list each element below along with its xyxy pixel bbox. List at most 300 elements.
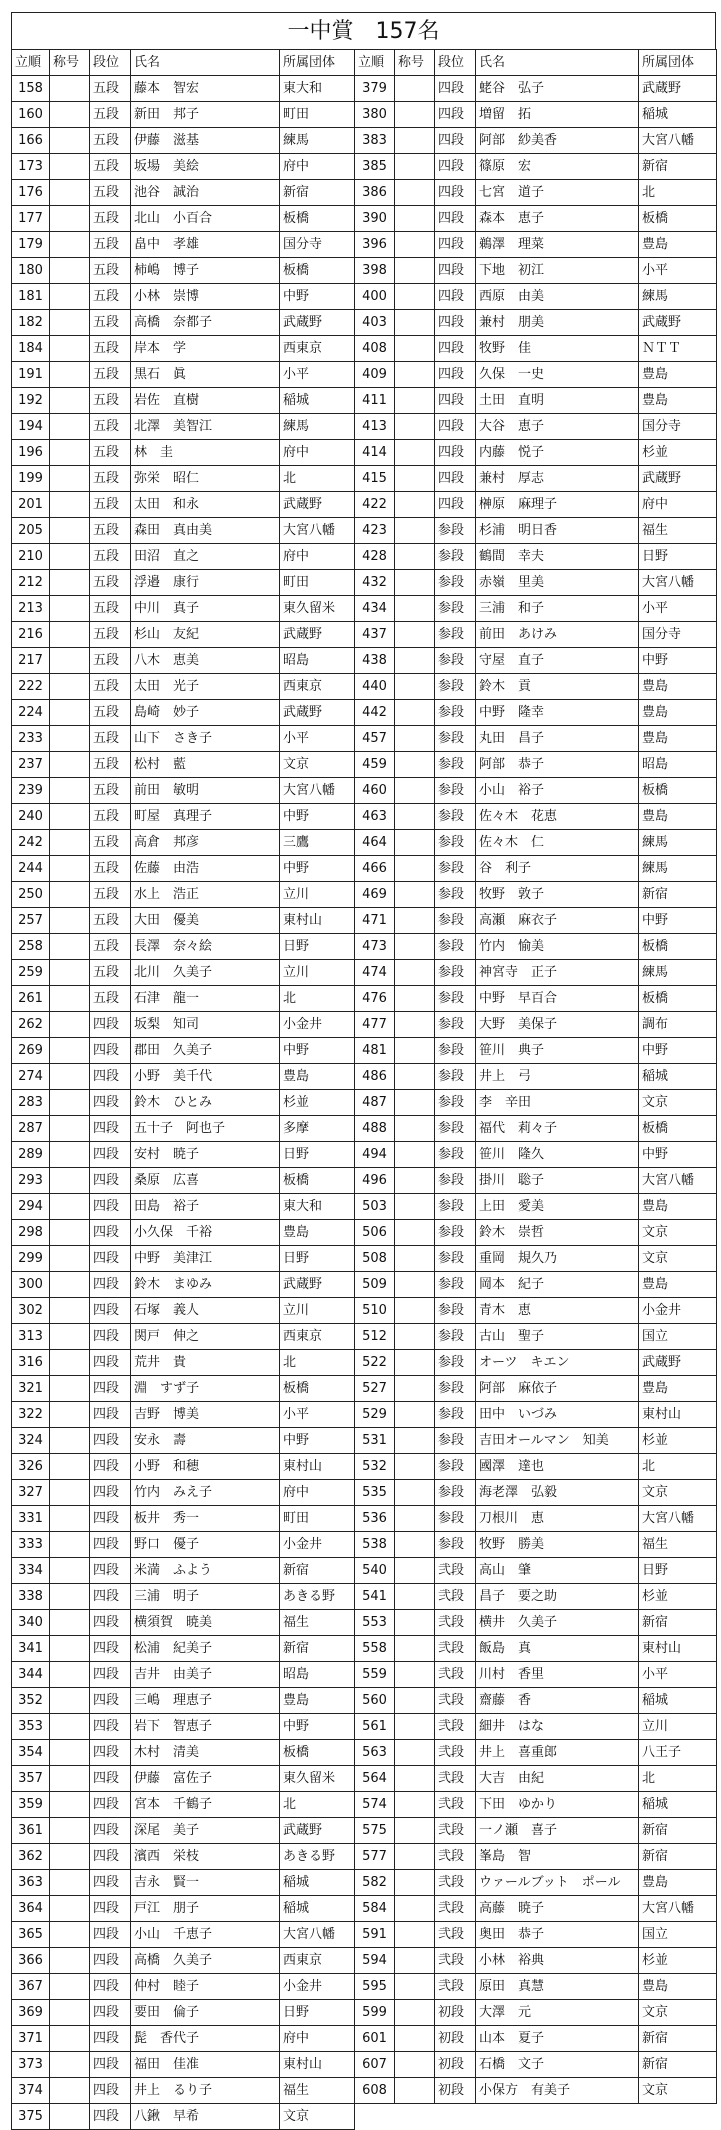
cell-title	[50, 674, 90, 700]
table-row	[12, 1064, 717, 1090]
cell-name: 杉浦 明日香	[476, 518, 639, 544]
table-row	[12, 1584, 717, 1610]
cell-club: 杉並	[639, 1584, 717, 1610]
cell-club: 小平	[280, 726, 355, 752]
cell-title	[395, 1792, 435, 1818]
cell-title	[50, 622, 90, 648]
cell-rank: 参段	[435, 674, 476, 700]
cell-rank: 参段	[435, 830, 476, 856]
cell-rank: 四段	[90, 2000, 131, 2026]
cell-club: 多摩	[280, 1116, 355, 1142]
table-row	[12, 2078, 717, 2104]
cell-club: 北	[280, 986, 355, 1012]
cell-order: 466	[355, 856, 395, 882]
cell-order: 469	[355, 882, 395, 908]
cell-rank: 弐段	[435, 1948, 476, 1974]
cell-club: 東村山	[280, 908, 355, 934]
cell-name: 五十子 阿也子	[131, 1116, 280, 1142]
table-row	[12, 336, 717, 362]
cell-order: 341	[12, 1636, 50, 1662]
cell-title	[395, 128, 435, 154]
cell-rank: 五段	[90, 128, 131, 154]
cell-order: 486	[355, 1064, 395, 1090]
cell-rank: 五段	[90, 648, 131, 674]
cell-name: 七宮 道子	[476, 180, 639, 206]
cell-club: 東久留米	[280, 596, 355, 622]
cell-club: 豊島	[639, 388, 717, 414]
cell-name: 牧野 敦子	[476, 882, 639, 908]
cell-order: 298	[12, 1220, 50, 1246]
header-rank: 段位	[435, 50, 476, 76]
cell-name: 中野 早百合	[476, 986, 639, 1012]
cell-club: 武蔵野	[280, 622, 355, 648]
cell-rank: 四段	[90, 1194, 131, 1220]
cell-title	[50, 2000, 90, 2026]
cell-rank: 四段	[90, 1818, 131, 1844]
cell-order: 333	[12, 1532, 50, 1558]
cell-club: 小平	[639, 1662, 717, 1688]
cell-order: 560	[355, 1688, 395, 1714]
cell-order: 324	[12, 1428, 50, 1454]
cell-club: 武蔵野	[639, 76, 717, 102]
table-row	[12, 1766, 717, 1792]
cell-title	[395, 1142, 435, 1168]
cell-order: 595	[355, 1974, 395, 2000]
cell-order: 316	[12, 1350, 50, 1376]
cell-club: 日野	[639, 544, 717, 570]
cell-name: 下田 ゆかり	[476, 1792, 639, 1818]
table-row	[12, 622, 717, 648]
cell-club: 文京	[639, 1220, 717, 1246]
cell-title	[50, 1168, 90, 1194]
cell-order: 529	[355, 1402, 395, 1428]
cell-order: 440	[355, 674, 395, 700]
cell-rank: 五段	[90, 726, 131, 752]
cell-name: 蛯谷 弘子	[476, 76, 639, 102]
cell-club: 板橋	[639, 934, 717, 960]
cell-name: 吉井 由美子	[131, 1662, 280, 1688]
cell-rank: 四段	[90, 1064, 131, 1090]
cell-club: 中野	[280, 1428, 355, 1454]
cell-name: 山本 夏子	[476, 2026, 639, 2052]
cell-title	[395, 76, 435, 102]
cell-order: 239	[12, 778, 50, 804]
cell-rank: 参段	[435, 1038, 476, 1064]
cell-order: 386	[355, 180, 395, 206]
cell-order: 354	[12, 1740, 50, 1766]
cell-order: 512	[355, 1324, 395, 1350]
cell-title	[50, 1428, 90, 1454]
cell-club: 東久留米	[280, 1766, 355, 1792]
cell-rank: 四段	[90, 1896, 131, 1922]
cell-name: 内藤 悦子	[476, 440, 639, 466]
cell-title	[395, 232, 435, 258]
cell-title	[395, 752, 435, 778]
cell-club: 中野	[639, 1142, 717, 1168]
cell-order: 293	[12, 1168, 50, 1194]
cell-name: 高橋 久美子	[131, 1948, 280, 1974]
table-row	[12, 1038, 717, 1064]
cell-name: 米満 ふよう	[131, 1558, 280, 1584]
empty-cell	[639, 2104, 717, 2130]
cell-club: 文京	[639, 1480, 717, 1506]
cell-order: 608	[355, 2078, 395, 2104]
cell-order: 216	[12, 622, 50, 648]
cell-order: 383	[355, 128, 395, 154]
cell-club: 西東京	[280, 674, 355, 700]
cell-name: 北山 小百合	[131, 206, 280, 232]
table-row	[12, 674, 717, 700]
table-row	[12, 1896, 717, 1922]
cell-club: 国分寺	[639, 622, 717, 648]
cell-rank: 参段	[435, 986, 476, 1012]
table-row	[12, 544, 717, 570]
cell-club: 練馬	[280, 414, 355, 440]
cell-name: 吉田オールマン 知美	[476, 1428, 639, 1454]
cell-order: 536	[355, 1506, 395, 1532]
cell-name: 石橋 文子	[476, 2052, 639, 2078]
cell-order: 561	[355, 1714, 395, 1740]
cell-title	[395, 1064, 435, 1090]
cell-title	[395, 1220, 435, 1246]
cell-club: 立川	[280, 1298, 355, 1324]
cell-title	[50, 1324, 90, 1350]
cell-club: 練馬	[639, 856, 717, 882]
cell-order: 428	[355, 544, 395, 570]
cell-title	[395, 1376, 435, 1402]
cell-rank: 五段	[90, 258, 131, 284]
cell-order: 559	[355, 1662, 395, 1688]
cell-order: 398	[355, 258, 395, 284]
table-row	[12, 1402, 717, 1428]
cell-club: 文京	[639, 1246, 717, 1272]
cell-club: ＮＴＴ	[639, 336, 717, 362]
cell-title	[50, 1194, 90, 1220]
cell-club: 文京	[639, 2000, 717, 2026]
cell-name: 新田 邦子	[131, 102, 280, 128]
cell-name: 北澤 美智江	[131, 414, 280, 440]
cell-title	[50, 1610, 90, 1636]
cell-order: 353	[12, 1714, 50, 1740]
cell-name: 関戸 伸之	[131, 1324, 280, 1350]
cell-title	[395, 1038, 435, 1064]
cell-name: 昌子 要之助	[476, 1584, 639, 1610]
cell-club: 中野	[280, 284, 355, 310]
cell-club: 新宿	[280, 1558, 355, 1584]
cell-rank: 五段	[90, 76, 131, 102]
cell-club: 調布	[639, 1012, 717, 1038]
cell-title	[50, 1844, 90, 1870]
cell-title	[395, 362, 435, 388]
cell-club: 西東京	[280, 1948, 355, 1974]
cell-rank: 五段	[90, 544, 131, 570]
cell-title	[395, 804, 435, 830]
cell-club: 日野	[280, 2000, 355, 2026]
table-row	[12, 76, 717, 102]
cell-name: 池谷 誠治	[131, 180, 280, 206]
cell-rank: 四段	[90, 1532, 131, 1558]
cell-name: 谷 利子	[476, 856, 639, 882]
cell-title	[395, 1246, 435, 1272]
cell-rank: 四段	[90, 1376, 131, 1402]
cell-title	[50, 154, 90, 180]
cell-order: 233	[12, 726, 50, 752]
table-row	[12, 1220, 717, 1246]
cell-order: 369	[12, 2000, 50, 2026]
table-row	[12, 362, 717, 388]
cell-club: 板橋	[639, 206, 717, 232]
cell-order: 213	[12, 596, 50, 622]
cell-club: 杉並	[280, 1090, 355, 1116]
cell-rank: 五段	[90, 492, 131, 518]
cell-title	[395, 1844, 435, 1870]
table-row	[12, 1246, 717, 1272]
cell-rank: 四段	[435, 362, 476, 388]
cell-club: 板橋	[639, 778, 717, 804]
cell-order: 574	[355, 1792, 395, 1818]
cell-name: 岸本 学	[131, 336, 280, 362]
cell-order: 408	[355, 336, 395, 362]
table-row	[12, 1610, 717, 1636]
table-body	[12, 76, 717, 2130]
cell-club: 武蔵野	[280, 492, 355, 518]
cell-club: 武蔵野	[280, 1272, 355, 1298]
cell-name: 中川 真子	[131, 596, 280, 622]
cell-club: 北	[639, 1454, 717, 1480]
cell-title	[50, 1558, 90, 1584]
cell-rank: 五段	[90, 960, 131, 986]
cell-name: 川村 香里	[476, 1662, 639, 1688]
cell-club: 小金井	[280, 1012, 355, 1038]
cell-order: 258	[12, 934, 50, 960]
cell-club: 新宿	[639, 1818, 717, 1844]
table-row	[12, 2026, 717, 2052]
cell-name: 飯島 真	[476, 1636, 639, 1662]
cell-order: 506	[355, 1220, 395, 1246]
cell-name: 赤嶺 里美	[476, 570, 639, 596]
cell-club: 豊島	[639, 1376, 717, 1402]
cell-club: 府中	[639, 492, 717, 518]
cell-rank: 参段	[435, 778, 476, 804]
cell-rank: 参段	[435, 518, 476, 544]
cell-rank: 参段	[435, 648, 476, 674]
cell-rank: 五段	[90, 102, 131, 128]
cell-title	[395, 414, 435, 440]
cell-club: 小平	[639, 258, 717, 284]
cell-title	[50, 648, 90, 674]
cell-rank: 参段	[435, 1532, 476, 1558]
cell-order: 582	[355, 1870, 395, 1896]
cell-title	[50, 986, 90, 1012]
cell-order: 321	[12, 1376, 50, 1402]
cell-name: 木村 清美	[131, 1740, 280, 1766]
table-row	[12, 1350, 717, 1376]
cell-order: 558	[355, 1636, 395, 1662]
cell-name: 丸田 昌子	[476, 726, 639, 752]
table-row	[12, 804, 717, 830]
cell-rank: 五段	[90, 180, 131, 206]
cell-club: 立川	[639, 1714, 717, 1740]
empty-cell	[355, 2104, 395, 2130]
cell-name: 林 圭	[131, 440, 280, 466]
cell-club: 練馬	[639, 830, 717, 856]
cell-title	[50, 1012, 90, 1038]
cell-rank: 四段	[435, 102, 476, 128]
cell-title	[395, 2078, 435, 2104]
cell-club: 東村山	[639, 1402, 717, 1428]
cell-club: 昭島	[280, 648, 355, 674]
cell-title	[395, 1428, 435, 1454]
cell-rank: 五段	[90, 388, 131, 414]
cell-rank: 参段	[435, 1064, 476, 1090]
cell-club: 豊島	[280, 1688, 355, 1714]
cell-title	[395, 1012, 435, 1038]
cell-club: 大宮八幡	[639, 1896, 717, 1922]
cell-club: 稲城	[280, 388, 355, 414]
cell-name: 笹川 隆久	[476, 1142, 639, 1168]
cell-order: 181	[12, 284, 50, 310]
cell-club: 東大和	[280, 1194, 355, 1220]
cell-title	[395, 2052, 435, 2078]
cell-order: 527	[355, 1376, 395, 1402]
cell-order: 459	[355, 752, 395, 778]
cell-name: 高倉 邦彦	[131, 830, 280, 856]
cell-title	[50, 544, 90, 570]
cell-order: 338	[12, 1584, 50, 1610]
cell-order: 473	[355, 934, 395, 960]
cell-title	[50, 1272, 90, 1298]
cell-name: 榊原 麻理子	[476, 492, 639, 518]
cell-club: 新宿	[639, 1610, 717, 1636]
cell-rank: 四段	[90, 1012, 131, 1038]
cell-club: 板橋	[280, 206, 355, 232]
cell-name: 佐々木 仁	[476, 830, 639, 856]
cell-club: 武蔵野	[639, 466, 717, 492]
cell-title	[50, 2078, 90, 2104]
cell-order: 481	[355, 1038, 395, 1064]
cell-name: 福田 佳准	[131, 2052, 280, 2078]
cell-club: 小金井	[280, 1974, 355, 2000]
cell-name: 井上 弓	[476, 1064, 639, 1090]
cell-title	[395, 1948, 435, 1974]
cell-order: 535	[355, 1480, 395, 1506]
cell-order: 591	[355, 1922, 395, 1948]
cell-order: 160	[12, 102, 50, 128]
cell-name: 佐々木 花恵	[476, 804, 639, 830]
cell-rank: 四段	[90, 1948, 131, 1974]
cell-title	[395, 1662, 435, 1688]
cell-order: 541	[355, 1584, 395, 1610]
cell-title	[50, 310, 90, 336]
cell-name: 小林 崇博	[131, 284, 280, 310]
empty-cell	[395, 2104, 435, 2130]
cell-club: 文京	[280, 752, 355, 778]
cell-club: 西東京	[280, 336, 355, 362]
cell-club: あきる野	[280, 1584, 355, 1610]
cell-title	[50, 1584, 90, 1610]
cell-title	[50, 960, 90, 986]
cell-name: 中野 隆幸	[476, 700, 639, 726]
cell-name: 篠原 宏	[476, 154, 639, 180]
cell-club: 国分寺	[639, 414, 717, 440]
cell-club: 日野	[280, 934, 355, 960]
cell-order: 607	[355, 2052, 395, 2078]
cell-order: 357	[12, 1766, 50, 1792]
cell-name: 太田 和永	[131, 492, 280, 518]
cell-name: 坂梨 知司	[131, 1012, 280, 1038]
cell-rank: 五段	[90, 674, 131, 700]
cell-order: 262	[12, 1012, 50, 1038]
cell-title	[395, 466, 435, 492]
cell-title	[50, 1506, 90, 1532]
cell-name: 濱西 栄枝	[131, 1844, 280, 1870]
cell-rank: 弐段	[435, 1584, 476, 1610]
cell-club: 板橋	[280, 1376, 355, 1402]
cell-name: 石塚 義人	[131, 1298, 280, 1324]
cell-title	[50, 804, 90, 830]
cell-club: 板橋	[280, 258, 355, 284]
header-name: 氏名	[131, 50, 280, 76]
cell-order: 326	[12, 1454, 50, 1480]
cell-name: 奥田 恭子	[476, 1922, 639, 1948]
cell-title	[395, 310, 435, 336]
cell-rank: 初段	[435, 2052, 476, 2078]
cell-rank: 四段	[435, 310, 476, 336]
cell-name: 弥栄 昭仁	[131, 466, 280, 492]
cell-club: 福生	[280, 1610, 355, 1636]
cell-order: 180	[12, 258, 50, 284]
cell-club: 稲城	[280, 1870, 355, 1896]
cell-name: 水上 浩正	[131, 882, 280, 908]
cell-rank: 五段	[90, 830, 131, 856]
table-row	[12, 1974, 717, 2000]
empty-cell	[476, 2104, 639, 2130]
cell-order: 184	[12, 336, 50, 362]
table-row	[12, 388, 717, 414]
cell-title	[395, 1506, 435, 1532]
cell-order: 414	[355, 440, 395, 466]
cell-name: 鈴木 崇哲	[476, 1220, 639, 1246]
cell-order: 322	[12, 1402, 50, 1428]
cell-order: 250	[12, 882, 50, 908]
cell-club: 大宮八幡	[280, 778, 355, 804]
cell-order: 196	[12, 440, 50, 466]
table-row	[12, 1714, 717, 1740]
cell-club: 昭島	[639, 752, 717, 778]
cell-name: 森田 真由美	[131, 518, 280, 544]
cell-rank: 五段	[90, 232, 131, 258]
cell-name: 阿部 恭子	[476, 752, 639, 778]
table-row	[12, 1376, 717, 1402]
cell-rank: 四段	[435, 128, 476, 154]
cell-club: 国立	[639, 1922, 717, 1948]
cell-rank: 四段	[90, 1792, 131, 1818]
cell-order: 302	[12, 1298, 50, 1324]
cell-club: 東村山	[280, 1454, 355, 1480]
cell-title	[50, 232, 90, 258]
cell-title	[50, 1714, 90, 1740]
cell-title	[395, 388, 435, 414]
cell-name: 福代 莉々子	[476, 1116, 639, 1142]
cell-club: 三鷹	[280, 830, 355, 856]
cell-title	[50, 1636, 90, 1662]
cell-order: 396	[355, 232, 395, 258]
cell-title	[395, 1116, 435, 1142]
cell-club: 板橋	[280, 1740, 355, 1766]
cell-order: 494	[355, 1142, 395, 1168]
cell-title	[50, 1298, 90, 1324]
cell-order: 522	[355, 1350, 395, 1376]
